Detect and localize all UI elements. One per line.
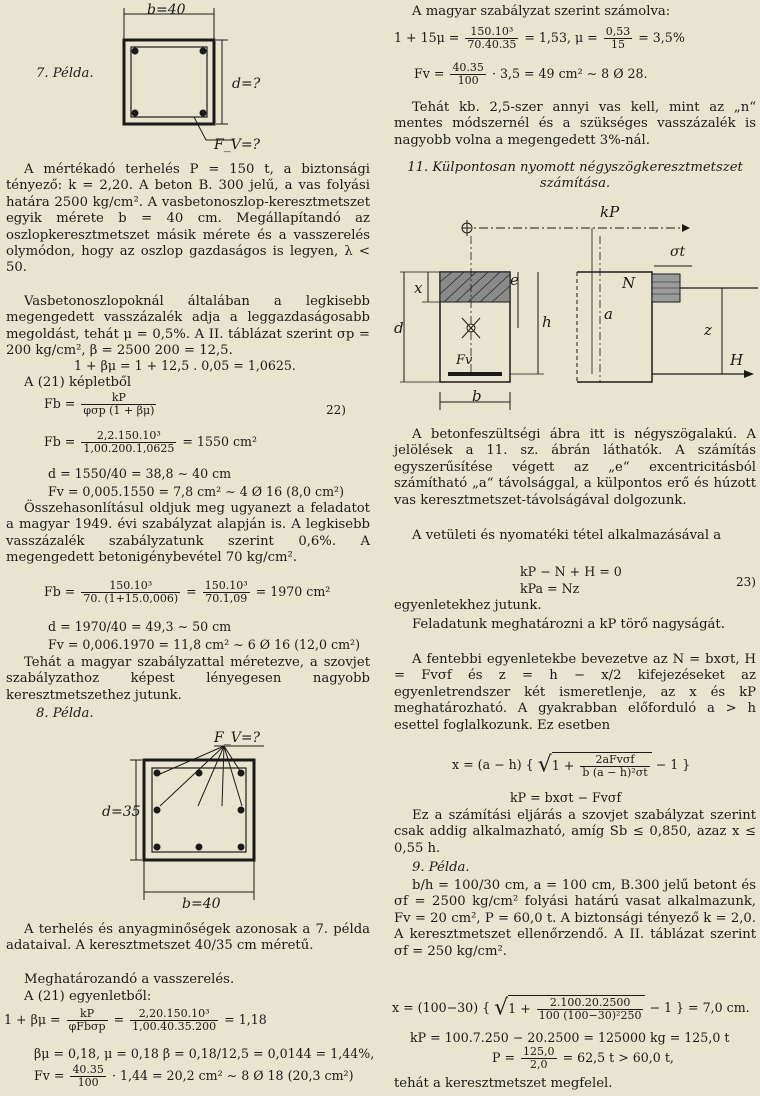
ex8-paragraph-3: A (21) egyenletből: — [24, 989, 152, 1004]
eq-23-b: kPa = Nz — [520, 581, 580, 596]
fig11-b-label: b — [472, 387, 482, 405]
eq-fb-numeric: Fb = $\frac{\text{2,2.150.10³}}{1,00.200.1,0625}$ = 1550 cm² — [44, 429, 258, 455]
r-paragraph-5: egyenletekhez jutunk. — [394, 598, 542, 613]
fig11-n-label: N — [622, 274, 636, 292]
eq-x-example9: x = (100−30) { √1 + $\frac{2.100.20.2500}{\text{100 (100−30)²250}}$ − 1 } = 7,0 cm. — [392, 995, 750, 1022]
eq-d-1: d = 1550/40 = 38,8 ∼ 40 cm — [48, 466, 232, 481]
r-paragraph-3: A betonfeszültségi ábra itt is négyszögalakú. A jelölések a 11. sz. ábrán láthatók. A számítás egyszerűsítése végett az „e“ excentricitásból számítható „a“ távolsággal, a külpontos erő és húzott vas keresztmetszet-távolságával dolgozunk. — [394, 427, 756, 508]
comparison-paragraph: Összehasonlításul oldjuk meg ugyanezt a feladatot a magyar 1949. évi szabályzat alapján is. A legkisebb vasszázalék szabályzatunk szerint 0,6%. A megengedett betonigénybevétel 70 kg/cm². — [6, 501, 370, 566]
equation-number-23: 23) — [736, 575, 756, 589]
r-paragraph-1: A magyar szabályzat szerint számolva: — [412, 4, 671, 19]
fig11-e-label: e — [510, 271, 519, 289]
example-9-title: 9. Példa. — [412, 860, 470, 875]
example-7-title: 7. Példa. — [36, 66, 94, 81]
fig11-h-force-label: H — [730, 351, 744, 369]
fig8-bottom-dim: b=40 — [182, 896, 221, 912]
r-paragraph-6: Feladatunk meghatározni a kP törő nagyságát. — [412, 617, 725, 632]
fig7-steel-label: F_V=? — [214, 137, 261, 153]
fig8-side-dim: d=35 — [102, 804, 141, 820]
fig7-top-dim: b=40 — [147, 2, 186, 18]
fig11-x-label: x — [414, 279, 423, 297]
fig8-steel-label: F_V=? — [214, 730, 261, 746]
figure-11-eccentric-section — [392, 196, 758, 416]
fig11-d-label: d — [394, 319, 404, 337]
ex8-paragraph-1: A terhelés és anyagminőségek azonosak a 7. példa adataival. A keresztmetszet 40/35 cm méretű. — [6, 922, 370, 954]
fig11-fv-label: Fv — [456, 353, 473, 368]
r-paragraph-7: A fentebbi egyenletekbe bevezetve az N = bxσt, H = Fvσf és z = h − x/2 kifejezéseket az egyenletrendszer két ismeretlenje, az x és kP meghatározható. A gyakrabban előforduló a > h esettel foglalkozunk. Ez esetben — [394, 652, 756, 733]
eq-beta-mu: 1 + βμ = 1 + 12,5 . 0,05 = 1,0625. — [74, 358, 296, 373]
fig11-a-label: a — [604, 305, 613, 323]
eq-23-a: kP − N + H = 0 — [520, 564, 622, 579]
fig11-z-label: z — [704, 321, 712, 339]
eq-p-example9: P = $\frac{125,0}{2,0}$ = 62,5 t > 60,0 t, — [492, 1045, 674, 1071]
eq-d-2: d = 1970/40 = 49,3 ∼ 50 cm — [48, 619, 232, 634]
eq-kp-general: kP = bxσt − Fvσf — [510, 790, 622, 805]
eq-ex8-mu: βμ = 0,18, μ = 0,18 β = 0,18/12,5 = 0,0144 = 1,44%, — [34, 1046, 375, 1061]
eq-kp-example9: kP = 100.7.250 − 20.2500 = 125000 kg = 125,0 t — [410, 1030, 730, 1045]
eq-fv-2: Fv = 0,006.1970 = 11,8 cm² ∼ 6 Ø 16 (12,0 cm²) — [48, 637, 361, 652]
equation-number-22: 22) — [326, 403, 346, 417]
r-paragraph-10: tehát a keresztmetszet megfelel. — [394, 1076, 613, 1091]
eq-hungarian-mu: 1 + 15μ = $\frac{\text{150.10³}}{70.40.35}$ = 1,53, μ = $\frac{0,53}{15}$ = 3,5% — [394, 25, 685, 51]
eq-ex8-fv: Fv = $\frac{40.35}{100}$ · 1,44 = 20,2 cm² ∼ 8 Ø 18 (20,3 cm²) — [34, 1063, 354, 1089]
figure-8-cross-section — [114, 724, 314, 914]
ex7-paragraph-1: A mértékadó terhelés P = 150 t, a biztonsági tényező: k = 2,20. A beton B. 300 jelű, a vas folyási határa 2500 kg/cm². A vasbetonoszlop-keresztmetszet egyik mérete b = 40 cm. Megállapítandó az oszlopkeresztmetszet másik mérete és a vasszerelés olymódon, hogy az oszlop gazdaságos is legyen, λ < 50. — [6, 162, 370, 276]
example-8-title: 8. Példa. — [36, 706, 94, 721]
eq-fb-formula: Fb = $\frac{kP}{\text{φσp (1 + βμ)}}$ — [44, 391, 155, 417]
ex7-paragraph-2: Vasbetonoszlopoknál általában a legkisebb megengedett vasszázalék adja a leggazdaságosabb megoldást, tehát μ = 0,5%. A II. táblázat szerint σp = 200 kg/cm², β = 2500 200 = 12,5. — [6, 294, 370, 359]
r-paragraph-2: Tehát kb. 2,5-szer annyi vas kell, mint az „n“ mentes módszernél és a szükséges vasszázalék is nagyobb volna a megengedett 3%-nál. — [394, 100, 756, 148]
fig11-h-label: h — [542, 313, 552, 331]
eq-fv-1: Fv = 0,005.1550 = 7,8 cm² ∼ 4 Ø 16 (8,0 cm²) — [48, 484, 344, 499]
eq-hungarian-fv: Fv = $\frac{40.35}{100}$ · 3,5 = 49 cm² ∼ 8 Ø 28. — [414, 61, 648, 87]
eq-ex8-beta-mu: 1 + βμ = $\frac{kP}{\text{φFbσp}}$ = $\frac{\text{2,20.150.10³}}{1,00.40.35.200}$ = 1,18 — [4, 1007, 267, 1033]
eq-x-general: x = (a − h) { √1 + $\frac{\text{2aFvσf}}{\text{b (a − h)²σt}}$ − 1 } — [452, 752, 691, 779]
section-11-heading: 11. Külpontosan nyomott négyszögkeresztmetszet számítása. — [407, 160, 743, 192]
fig11-kp-label: kP — [600, 203, 620, 221]
r-paragraph-4: A vetületi és nyomatéki tétel alkalmazásával a — [412, 528, 722, 543]
r-paragraph-8: Ez a számítási eljárás a szovjet szabályzat szerint csak addig alkalmazható, amíg Sb ≤ 0,850, azaz x ≤ 0,55 h. — [394, 808, 756, 856]
fig11-sigma-label: σt — [670, 244, 686, 260]
figure-7-cross-section — [94, 0, 294, 160]
ex9-paragraph: b/h = 100/30 cm, a = 100 cm, B.300 jelű betont és σf = 2500 kg/cm² folyási határú vasat alkalmazunk, Fv = 20 cm², P = 60,0 t. A biztonsági tényező k = 2,0. A keresztmetszet ellenőrzendő. A II. táblázat szerint σf = 250 kg/cm². — [394, 878, 756, 959]
ex7-paragraph-3: A (21) képletből — [24, 375, 132, 390]
conclusion-paragraph: Tehát a magyar szabályzattal méretezve, a szovjet szabályzathoz képest lényegesen nagyobb keresztmetszethez jutunk. — [6, 655, 370, 703]
ex8-paragraph-2: Meghatározandó a vasszerelés. — [24, 972, 235, 987]
fig7-side-dim: d=? — [232, 76, 261, 92]
eq-fb-hungarian: Fb = $\frac{\text{150.10³}}{70. (1+15.0,006)}$ = $\frac{\text{150.10³}}{70.1,09}$ = 1970 cm² — [44, 579, 331, 605]
